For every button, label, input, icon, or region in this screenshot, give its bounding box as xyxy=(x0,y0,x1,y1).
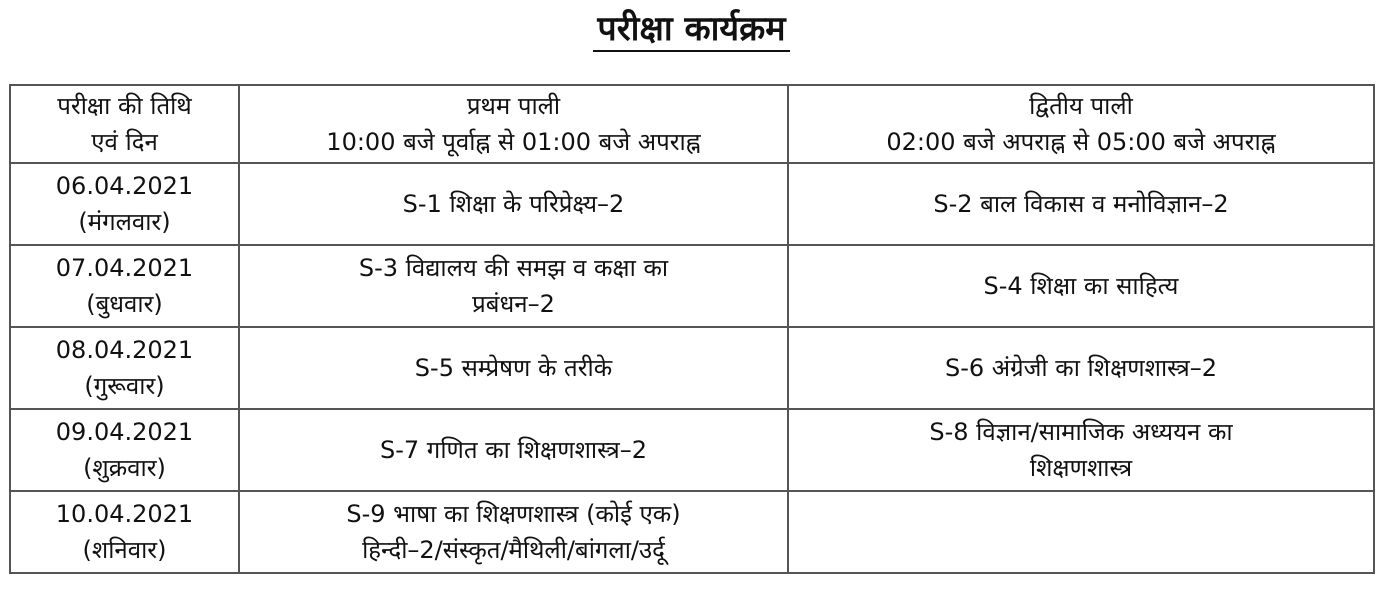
exam-day: (गुरूवार) xyxy=(84,372,165,400)
first-shift-cell xyxy=(239,409,788,491)
table-row xyxy=(10,491,1374,573)
exam-schedule-table xyxy=(9,84,1375,574)
date-cell xyxy=(10,409,239,491)
first-shift-paper: S-3 विद्यालय की समझ व कक्षा का xyxy=(358,254,669,282)
exam-date: 09.04.2021 xyxy=(55,418,194,446)
first-shift-cell xyxy=(239,491,788,573)
table-row xyxy=(10,409,1374,491)
exam-day: (शुक्रवार) xyxy=(83,454,166,482)
table-row xyxy=(10,327,1374,409)
first-shift-paper: S-1 शिक्षा के परिप्रेक्ष्य–2 xyxy=(402,190,625,218)
table-header-row xyxy=(10,85,1374,163)
header-date-line2: एवं दिन xyxy=(91,128,158,156)
second-shift-paper: S-4 शिक्षा का साहित्य xyxy=(983,272,1179,300)
first-shift-paper: S-5 सम्प्रेषण के तरीके xyxy=(414,354,613,382)
exam-date: 07.04.2021 xyxy=(55,254,194,282)
date-cell xyxy=(10,491,239,573)
exam-date: 08.04.2021 xyxy=(55,336,194,364)
table-row xyxy=(10,245,1374,327)
second-shift-cell xyxy=(788,327,1374,409)
second-shift-paper-cont: शिक्षणशास्त्र xyxy=(1029,454,1133,482)
first-shift-cell xyxy=(239,163,788,245)
date-cell xyxy=(10,327,239,409)
header-second-shift-line2: 02:00 बजे अपराह्न से 05:00 बजे अपराह्न xyxy=(886,128,1276,156)
date-cell xyxy=(10,245,239,327)
first-shift-paper: S-7 गणित का शिक्षणशास्त्र–2 xyxy=(380,436,647,464)
first-shift-cell xyxy=(239,245,788,327)
header-first-shift-line2: 10:00 बजे पूर्वाह्न से 01:00 बजे अपराह्न xyxy=(326,128,701,156)
exam-date: 10.04.2021 xyxy=(55,500,194,528)
exam-day: (शनिवार) xyxy=(82,536,167,564)
second-shift-cell xyxy=(788,163,1374,245)
first-shift-paper-cont: हिन्दी–2/संस्कृत/मैथिली/बांगला/उर्दू xyxy=(362,536,665,564)
header-first-shift-cell xyxy=(239,85,788,163)
first-shift-cell xyxy=(239,327,788,409)
table-row xyxy=(10,163,1374,245)
header-second-shift-line1: द्वितीय पाली xyxy=(1029,92,1133,120)
second-shift-paper: S-6 अंग्रेजी का शिक्षणशास्त्र–2 xyxy=(944,354,1218,382)
page-title: परीक्षा कार्यक्रम xyxy=(593,9,789,52)
exam-day: (बुधवार) xyxy=(86,290,163,318)
header-second-shift-cell xyxy=(788,85,1374,163)
first-shift-paper: S-9 भाषा का शिक्षणशास्त्र (कोई एक) xyxy=(346,500,681,528)
date-cell xyxy=(10,163,239,245)
header-first-shift-line1: प्रथम पाली xyxy=(466,92,561,120)
header-date-cell xyxy=(10,85,239,163)
second-shift-cell xyxy=(788,409,1374,491)
header-date-line1: परीक्षा की तिथि xyxy=(57,92,192,120)
exam-date: 06.04.2021 xyxy=(55,172,194,200)
second-shift-cell xyxy=(788,491,1374,573)
second-shift-cell xyxy=(788,245,1374,327)
second-shift-paper: S-8 विज्ञान/सामाजिक अध्ययन का xyxy=(929,418,1233,446)
page-title-wrapper xyxy=(0,6,1383,52)
first-shift-paper-cont: प्रबंधन–2 xyxy=(472,290,555,318)
second-shift-paper: S-2 बाल विकास व मनोविज्ञान–2 xyxy=(933,190,1229,218)
exam-day: (मंगलवार) xyxy=(78,208,171,236)
